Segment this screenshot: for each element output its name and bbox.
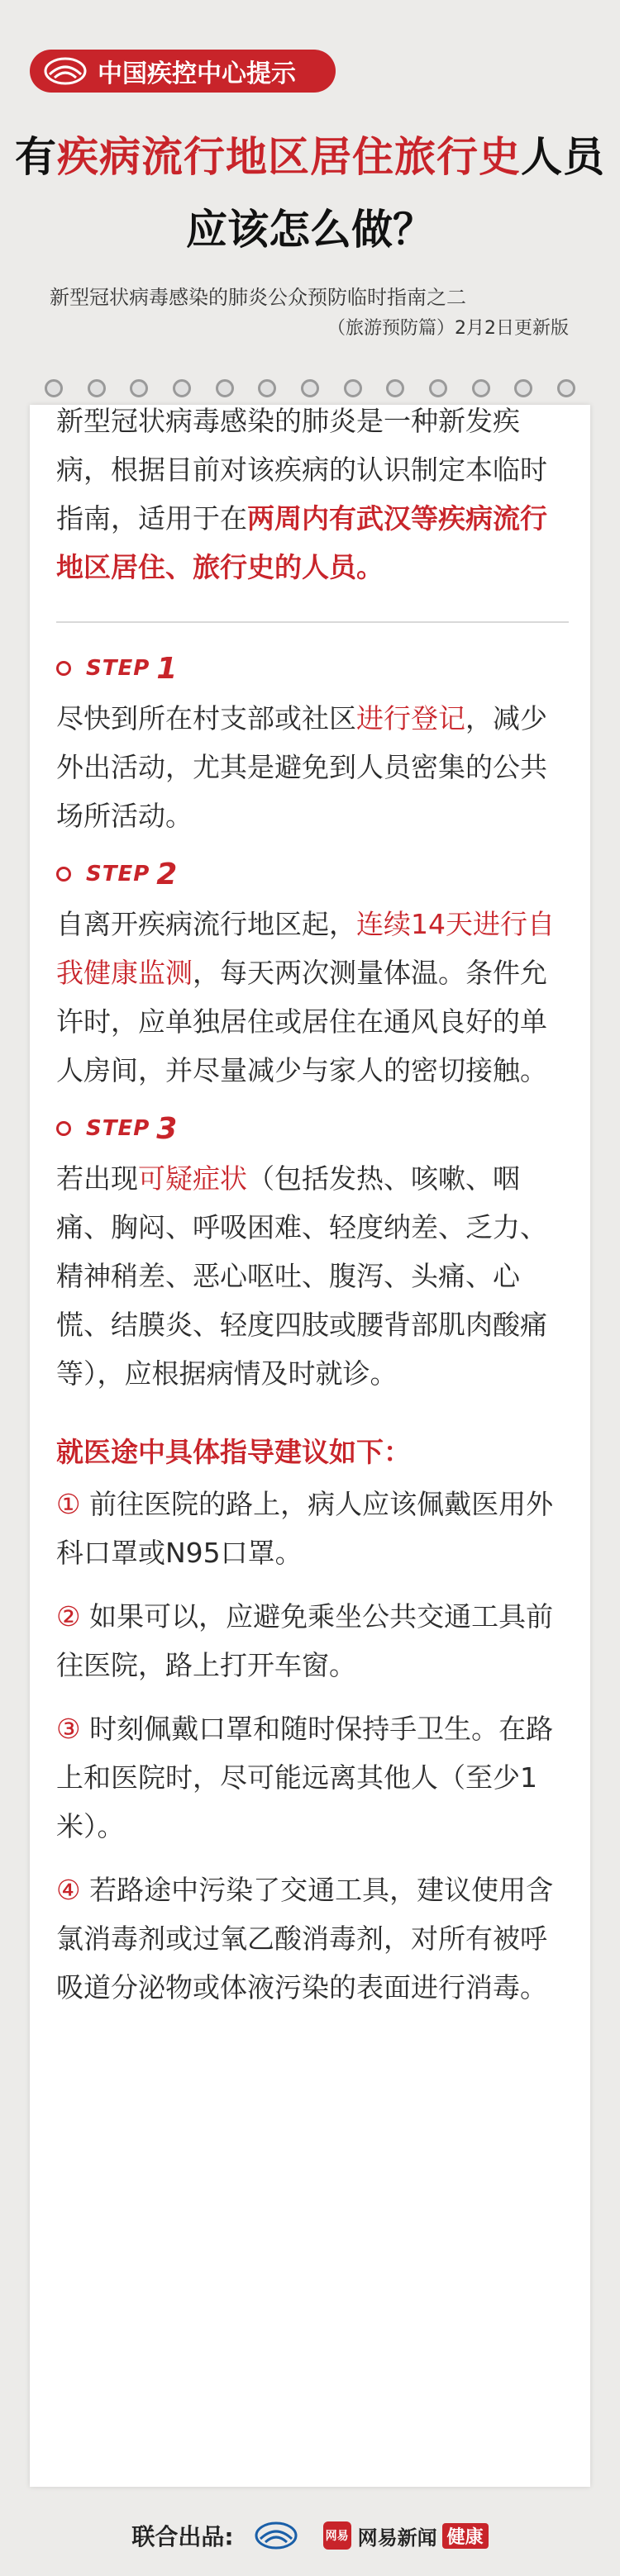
step-3	[56, 1108, 569, 1398]
netease-logo	[323, 2521, 489, 2550]
badge-text: 中国疾控中心提示	[98, 59, 296, 88]
page-title-line2: 应该怎么做？	[186, 206, 434, 254]
ring-icon	[88, 379, 106, 397]
title-suffix: 人员	[521, 133, 605, 181]
step-3-text	[56, 1154, 569, 1398]
step-word: STEP	[86, 1116, 150, 1141]
advice-text: 如果可以，应避免乘坐公共交通工具前往医院，路上打开车窗。	[56, 1600, 554, 1681]
step-2	[56, 853, 569, 1095]
main-content	[56, 397, 569, 2027]
intro-highlight: 两周内有武汉等疾病流行地区居住、旅行史的人员。	[56, 502, 547, 583]
step-1-heading	[56, 648, 569, 689]
title-highlight: 疾病流行地区居住旅行史	[57, 133, 521, 181]
advice-text: 前往医院的路上，病人应该佩戴医用外科口罩或N95口罩。	[56, 1488, 554, 1569]
step-text-highlight: 进行登记	[356, 702, 465, 734]
advice-text: 若路途中污染了交通工具，建议使用含氯消毒剂或过氧乙酸消毒剂，对所有被呼吸道分泌物或体液污染的表面进行消毒。	[56, 1874, 554, 2003]
step-word: STEP	[86, 656, 150, 681]
advice-number: ③	[56, 1713, 81, 1745]
step-text-pre: 若出现	[56, 1162, 138, 1195]
step-3-heading	[56, 1108, 569, 1149]
cdc-badge	[30, 50, 336, 93]
step-text-pre: 自离开疾病流行地区起，	[56, 908, 356, 940]
ring-icon	[45, 379, 63, 397]
ring-icon	[258, 379, 276, 397]
ring-icon	[130, 379, 148, 397]
advice-number: ①	[56, 1488, 81, 1520]
ring-icon	[216, 379, 234, 397]
ring-icon	[344, 379, 362, 397]
advice-number: ②	[56, 1600, 81, 1633]
step-1-text	[56, 694, 569, 840]
footer-label: 联合出品:	[131, 2523, 234, 2550]
step-text-post: （包括发热、咳嗽、咽痛、胸闷、呼吸困难、轻度纳差、乏力、精神稍差、恶心呕吐、腹泻、头痛、心慌、结膜炎、轻度四肢或腰背部肌肉酸痛等），应根据病情及时就诊。	[56, 1162, 547, 1390]
header	[0, 0, 620, 364]
step-1	[56, 648, 569, 840]
step-text-highlight: 连续14天进行自我健康监测	[56, 908, 555, 989]
step-word: STEP	[86, 862, 150, 886]
bullet-dot-icon	[56, 867, 71, 882]
ring-icon	[514, 379, 532, 397]
ring-icon	[472, 379, 490, 397]
footer	[0, 2495, 620, 2576]
step-2-heading	[56, 853, 569, 895]
advice-number: ④	[56, 1874, 81, 1906]
step-number: 2	[156, 857, 178, 891]
bullet-dot-icon	[56, 1121, 71, 1136]
cdc-logo-icon	[41, 55, 89, 88]
cdc-logo-icon	[254, 2521, 298, 2550]
ring-icon	[429, 379, 447, 397]
intro-text: 新型冠状病毒感染的肺炎是一种新发疾病，根据目前对该疾病的认识制定本临时指南，适用于在	[56, 405, 547, 535]
ring-icon	[557, 379, 575, 397]
step-number: 3	[156, 1111, 178, 1146]
advice-item-1	[56, 1480, 569, 1577]
ring-icon	[301, 379, 319, 397]
page-title	[0, 124, 620, 183]
subtitle: 新型冠状病毒感染的肺炎公众预防临时指南之二	[50, 286, 466, 309]
intro-paragraph	[56, 397, 569, 592]
step-text-post: ，每天两次测量体温。条件允许时，应单独居住或居住在通风良好的单人房间，并尽量减少与家人的密切接触。	[56, 957, 547, 1086]
netease-tag: 健康	[442, 2523, 489, 2549]
advice-title: 就医途中具体指导建议如下：	[56, 1436, 411, 1468]
divider	[56, 621, 569, 623]
step-number: 1	[156, 651, 178, 686]
step-2-text	[56, 900, 569, 1095]
step-text-post: ，减少外出活动，尤其是避免到人员密集的公共场所活动。	[56, 702, 547, 832]
subtitle-version: （旅游预防篇）2月2日更新版	[327, 318, 569, 339]
bullet-dot-icon	[56, 661, 71, 676]
step-text-highlight: 可疑症状	[138, 1162, 247, 1195]
advice-item-3	[56, 1704, 569, 1851]
advice-item-2	[56, 1592, 569, 1690]
advice-item-4	[56, 1865, 569, 2012]
advice-text: 时刻佩戴口罩和随时保持手卫生。在路上和医院时，尽可能远离其他人（至少1米）。	[56, 1713, 554, 1842]
title-prefix: 有	[15, 133, 57, 181]
step-text-pre: 尽快到所在村支部或社区	[56, 702, 356, 734]
ring-icon	[386, 379, 404, 397]
netease-square-icon: 网易	[323, 2521, 351, 2550]
netease-name: 网易新闻	[357, 2526, 437, 2550]
ring-icon	[173, 379, 191, 397]
